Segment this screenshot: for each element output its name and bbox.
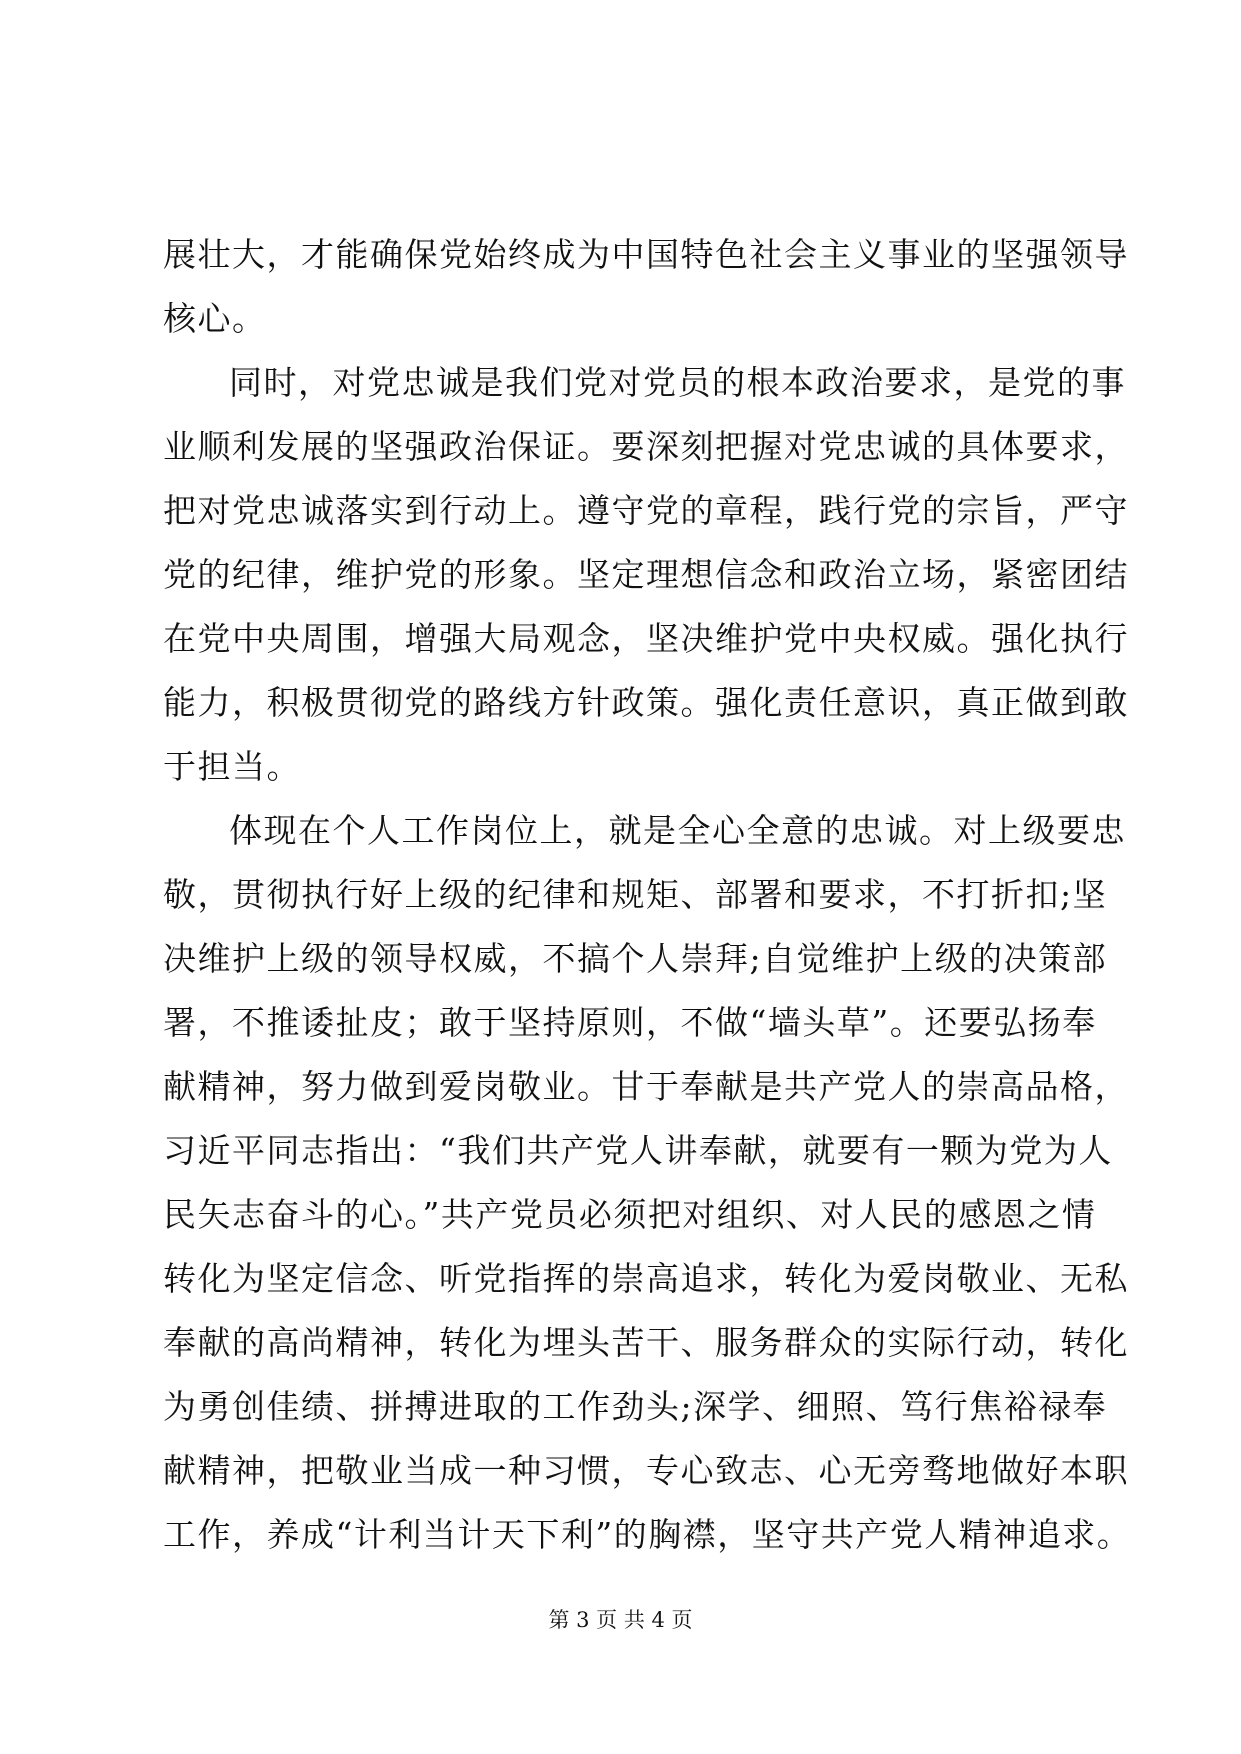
text-line: 为勇创佳绩、拼搏进取的工作劲头;深学、细照、笃行焦裕禄奉 [163,1387,1108,1426]
text-line: 奉献的高尚精神，转化为埋头苦干、服务群众的实际行动，转化 [163,1323,1129,1362]
page-footer: 第 3 页 共 4 页 [548,1608,693,1632]
text-line: 转化为坚定信念、听党指挥的崇高追求，转化为爱岗敬业、无私 [163,1259,1129,1298]
text-line: 于担当。 [163,747,301,786]
document-body [163,223,1132,1567]
text-line: 献精神，努力做到爱岗敬业。甘于奉献是共产党人的崇高品格， [163,1067,1129,1106]
text-line: 献精神，把敬业当成一种习惯，专心致志、心无旁骛地做好本职 [163,1451,1129,1490]
text-line: 署，不推诿扯皮；敢于坚持原则，不做“墙头草”。还要弘扬奉 [163,1003,1097,1042]
text-line: 在党中央周围，增强大局观念，坚决维护党中央权威。强化执行 [163,619,1129,658]
text-line: 党的纪律，维护党的形象。坚定理想信念和政治立场，紧密团结 [163,555,1129,594]
text-line: 业顺利发展的坚强政治保证。要深刻把握对党忠诚的具体要求， [163,427,1129,466]
text-line: 核心。 [163,299,267,338]
text-line: 习近平同志指出：“我们共产党人讲奉献，就要有一颗为党为人 [163,1131,1113,1170]
text-line: 体现在个人工作岗位上，就是全心全意的忠诚。对上级要忠 [229,811,1126,850]
text-line: 能力，积极贯彻党的路线方针政策。强化责任意识，真正做到敢 [163,683,1129,722]
text-line: 把对党忠诚落实到行动上。遵守党的章程，践行党的宗旨，严守 [163,491,1129,530]
text-line: 工作，养成“计利当计天下利”的胸襟，坚守共产党人精神追求。 [163,1515,1132,1554]
text-line: 敬，贯彻执行好上级的纪律和规矩、部署和要求，不打折扣;坚 [163,875,1108,914]
text-line: 民矢志奋斗的心。”共产党员必须把对组织、对人民的感恩之情 [163,1195,1097,1234]
text-line: 展壮大，才能确保党始终成为中国特色社会主义事业的坚强领导 [163,235,1129,274]
text-line: 决维护上级的领导权威，不搞个人崇拜;自觉维护上级的决策部 [163,939,1108,978]
text-line: 同时，对党忠诚是我们党对党员的根本政治要求，是党的事 [229,363,1126,402]
